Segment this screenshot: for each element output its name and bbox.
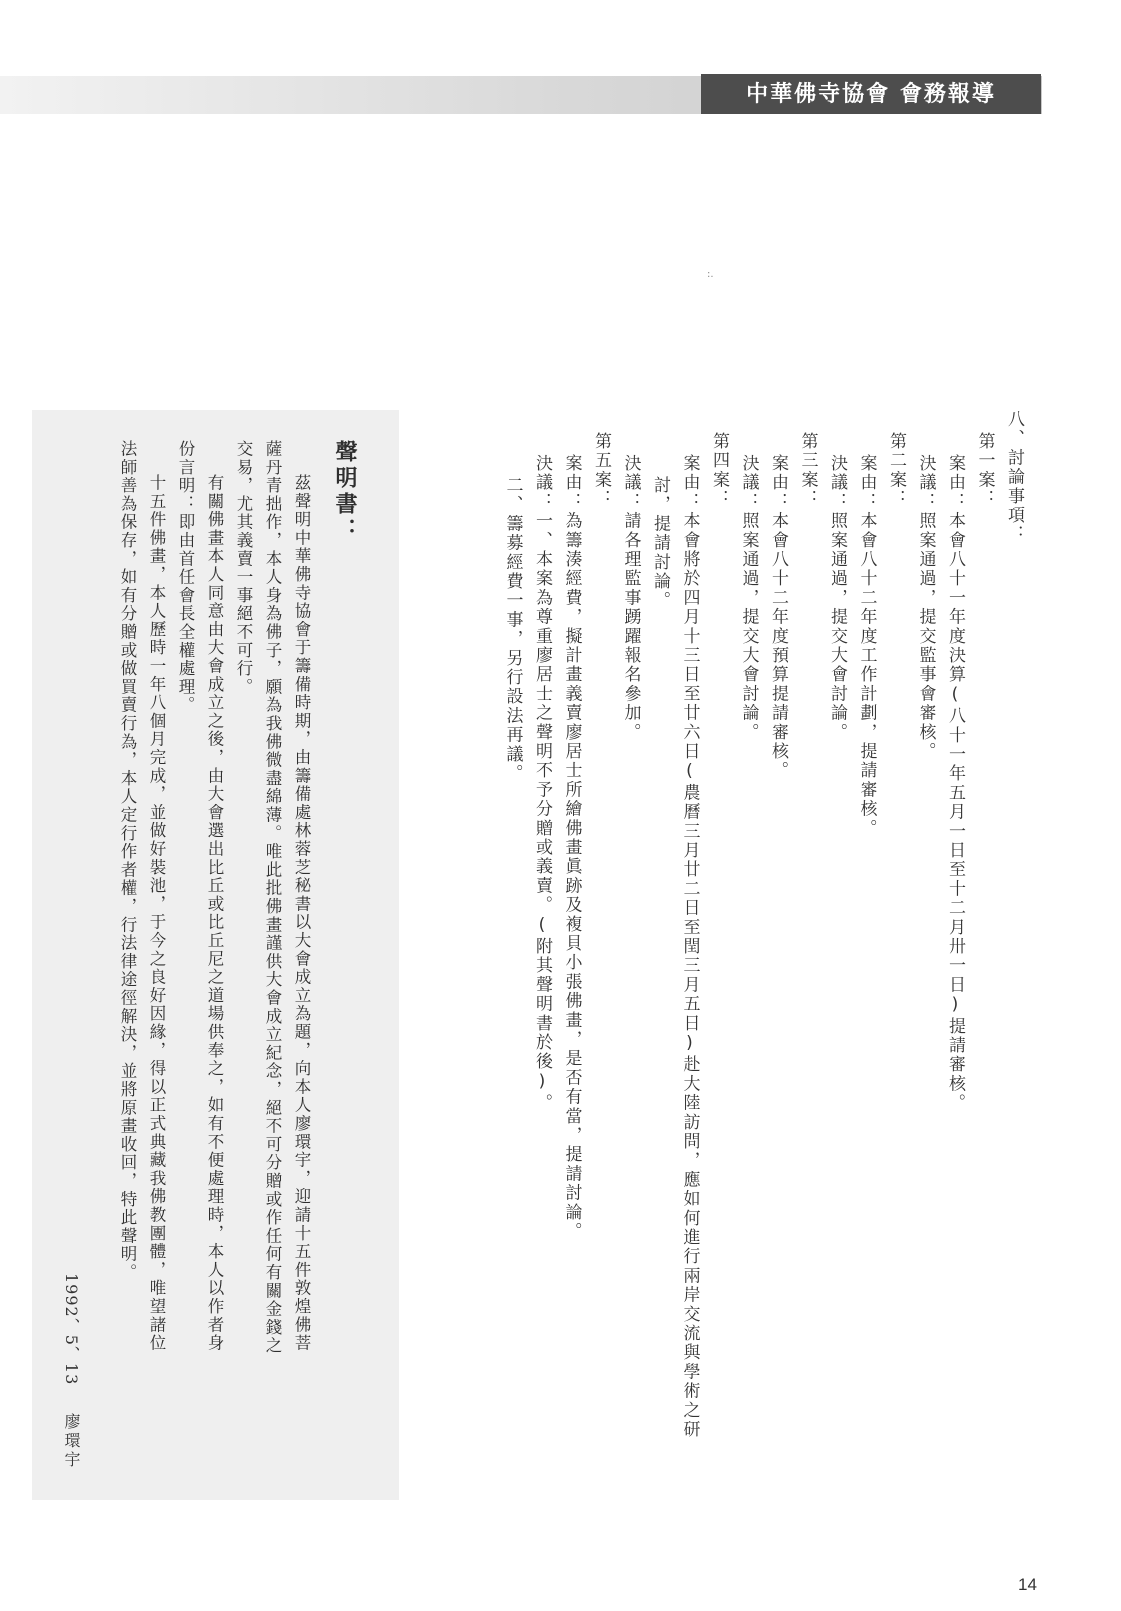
case-heading: 第三案：	[797, 432, 818, 509]
statement-signature	[60, 1273, 83, 1470]
statement-paragraph-line: 法師善為保存，如有分贈或做買賣行為，本人定行作者權，行法律途徑解決，並將原畫收回，特此聲明。	[118, 440, 137, 1282]
statement-paragraph-line: 薩丹青拙作，本人身為佛子，願為我佛微盡綿薄。唯此批佛畫謹供大會成立紀念，絕不可分贈或作任何有關金錢之	[263, 440, 282, 1355]
section-header-title: 中華佛寺協會 會務報導	[746, 81, 996, 107]
statement-signer: 廖環宇	[62, 1413, 81, 1470]
statement-body	[113, 440, 359, 1460]
statement-paragraph-line: 交易，尤其義賣一事絕不可行。	[234, 440, 253, 697]
case-resolution: 決議：照案通過，提交大會討論。	[738, 454, 759, 742]
case-reason: 案由：本會八十二年度預算提請審核。	[768, 454, 788, 781]
case-reason: 案由：為籌湊經費，擬計畫義賣廖居士所繪佛畫眞跡及複貝小張佛畫，是否有當，提請討論。	[561, 454, 582, 1242]
statement-paragraph: 有關佛畫本人同意由大會成立之後，由大會選出比丘或比丘尼之道場供奉之，如有不便處理時，本人以作者身	[205, 474, 224, 1353]
case-resolution-continued: 二、籌募經費一事，另行設法再議。	[502, 476, 523, 784]
section-header	[701, 74, 1041, 114]
case-heading: 第四案：	[709, 432, 729, 509]
case-resolution: 決議：照案通過，提交大會討論。	[827, 454, 847, 742]
statement-box	[32, 410, 399, 1500]
case-resolution: 決議：一、本案為尊重廖居士之聲明不予分贈或義賣。(附其聲明書於後)。	[532, 454, 552, 1113]
case-heading: 第五案：	[591, 432, 611, 509]
case-heading: 第一案：	[974, 432, 995, 509]
discussion-items	[497, 410, 1028, 1540]
case-resolution: 決議：照案通過，提交監事會審核。	[915, 454, 936, 762]
statement-title: 聲明書：	[332, 440, 358, 544]
case-heading: 第二案：	[886, 432, 906, 509]
statement-paragraph: 十五件佛畫，本人歷時一年八個月完成，並做好裝池，于今之良好因緣，得以正式典藏我佛教團體，唯望諸位	[147, 474, 166, 1353]
statement-date: 1992、5、13	[62, 1272, 81, 1385]
page-number: 14	[1018, 1575, 1037, 1594]
scan-speck: :.	[707, 269, 714, 280]
case-reason-continued: 討，提請討論。	[650, 476, 670, 611]
statement-paragraph-line: 份言明：即由首任會長全權處理。	[176, 440, 195, 715]
case-reason: 案由：本會將於四月十三日至廿六日(農曆三月廿二日至閏三月五日)赴大陸訪問，應如何進行兩岸交流與學術之研	[679, 454, 700, 1440]
discussion-heading: 八、討論事項：	[1004, 410, 1024, 545]
statement-paragraph: 茲聲明中華佛寺協會于籌備時期，由籌備處林蓉芝秘書以大會成立為題，向本人廖環宇，迎請十五件敦煌佛菩	[292, 474, 311, 1353]
case-resolution: 決議：請各理監事踴躍報名參加。	[620, 454, 641, 742]
case-reason: 案由：本會八十一年度決算(八十一年五月一日至十二月卅一日)提請審核。	[945, 454, 965, 1113]
case-reason: 案由：本會八十二年度工作計劃，提請審核。	[856, 454, 877, 838]
